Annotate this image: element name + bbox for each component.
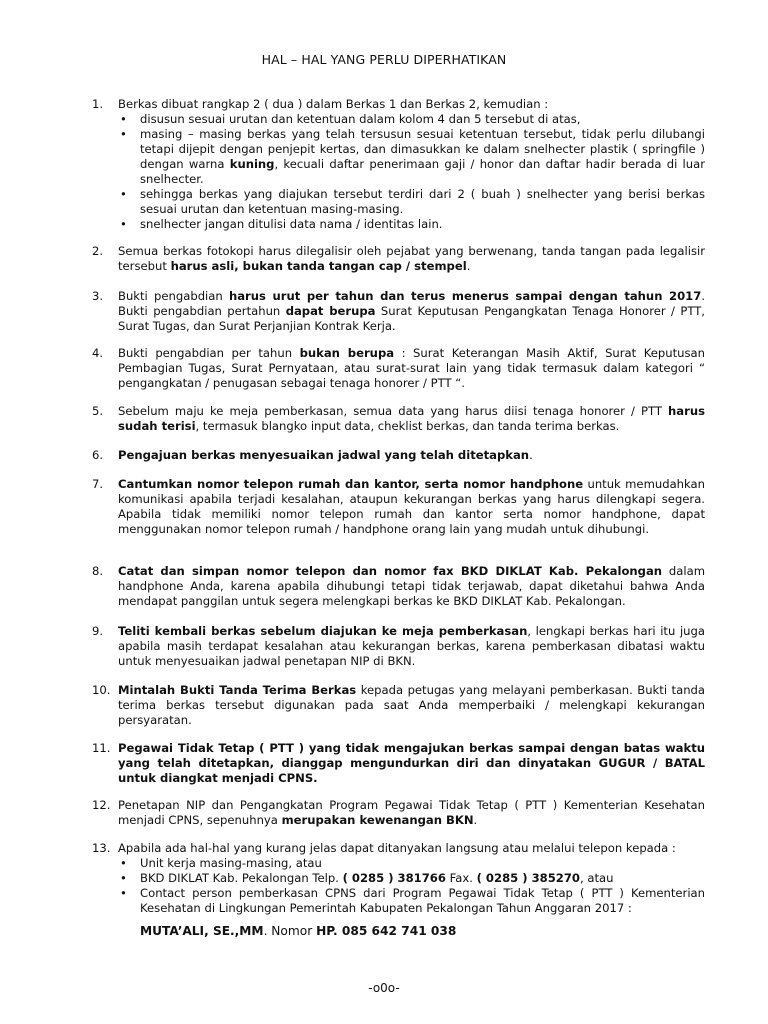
contact-name: MUTA’ALI, SE.,MM xyxy=(140,924,264,938)
sub-bullet: • masing – masing berkas yang telah tersusun sesuai ketentuan tersebut, tidak perlu dilubangi tetapi dijepit dengan penjepit kertas, dan dimasukkan ke dalam snelhecter plastik ( springfile ) dengan warna kuning, kecuali daftar penerimaan gaji / honor dan daftar hadir berada di luar snelhecter. xyxy=(118,127,705,187)
item-number: 1. xyxy=(92,97,104,111)
list-item-4 xyxy=(92,346,705,391)
sub-bullet-list xyxy=(118,112,705,232)
list-item-11 xyxy=(92,741,705,786)
item-number: 4. xyxy=(92,346,104,360)
item-text: Semua berkas fotokopi harus dilegalisir oleh pejabat yang berwenang, tanda tangan pada legalisir tersebut harus asli, bukan tanda tangan cap / stempel. xyxy=(118,244,705,273)
item-text: Cantumkan nomor telepon rumah dan kantor, serta nomor handphone untuk memudahkan komunikasi apabila terjadi kesalahan, ataupun kekurangan berkas yang harus dilengkapi segera. Apabila tidak memiliki nomor telepon rumah dan kantor serta nomor handphone, dapat menggunakan nomor telepon rumah / handphone orang lain yang mudah untuk dihubungi. xyxy=(118,477,705,536)
item-number: 11. xyxy=(92,741,111,755)
sub-bullet: • sehingga berkas yang diajukan tersebut terdiri dari 2 ( buah ) snelhecter yang berisi berkas sesuai urutan dan ketentuan masing-masing. xyxy=(118,187,705,217)
item-text: Pegawai Tidak Tetap ( PTT ) yang tidak mengajukan berkas sampai dengan batas waktu yang telah ditetapkan, dianggap mengundurkan diri dan dinyatakan GUGUR / BATAL untuk diangkat menjadi CPNS. xyxy=(118,741,705,785)
contact-person: MUTA’ALI, SE.,MM. Nomor HP. 085 642 741 038 xyxy=(140,924,457,938)
sub-bullet: • Unit kerja masing-masing, atau xyxy=(118,856,705,871)
fax-number: ( 0285 ) 385270 xyxy=(476,871,580,885)
item-number: 5. xyxy=(92,404,104,418)
sub-bullet: • Contact person pemberkasan CPNS dari Program Pegawai Tidak Tetap ( PTT ) Kementerian Kesehatan di Lingkungan Pemerintah Kabupaten Pekalongan Tahun Anggaran 2017 : xyxy=(118,886,705,916)
list-item-12 xyxy=(92,798,705,828)
item-number: 9. xyxy=(92,624,104,638)
item-text: Mintalah Bukti Tanda Terima Berkas kepada petugas yang melayani pemberkasan. Bukti tanda terima berkas tersebut digunakan pada saat Anda memperbaiki / melengkapi kekurangan persyaratan. xyxy=(118,683,706,727)
item-number: 2. xyxy=(92,244,104,258)
item-text: Bukti pengabdian harus urut per tahun dan terus menerus sampai dengan tahun 2017. Bukti pengabdian pertahun dapat berupa Surat Keputusan Pengangkatan Tenaga Honorer / PTT, Surat Tugas, dan Surat Perjanjian Kontrak Kerja. xyxy=(118,289,705,333)
item-text: Bukti pengabdian per tahun bukan berupa : Surat Keterangan Masih Aktif, Surat Keputusan Pembagian Tugas, Surat Pernyataan, atau surat-surat lain yang tidak termasuk dalam kategori “ pengangkatan / penugasan sebagai tenaga honorer / PTT “. xyxy=(118,346,705,390)
end-marker: -o0o- xyxy=(368,981,400,995)
item-number: 8. xyxy=(92,564,104,578)
list-item-13 xyxy=(92,841,705,939)
item-intro: Apabila ada hal-hal yang kurang jelas dapat ditanyakan langsung atau melalui telepon kepada : xyxy=(118,841,676,855)
item-number: 10. xyxy=(92,683,111,697)
item-intro: Berkas dibuat rangkap 2 ( dua ) dalam Berkas 1 dan Berkas 2, kemudian : xyxy=(118,97,549,111)
page-title: HAL – HAL YANG PERLU DIPERHATIKAN xyxy=(261,52,507,67)
sub-bullet: • BKD DIKLAT Kab. Pekalongan Telp. ( 0285 ) 381766 Fax. ( 0285 ) 385270, atau xyxy=(118,871,705,886)
item-text: Catat dan simpan nomor telepon dan nomor fax BKD DIKLAT Kab. Pekalongan dalam handphone Anda, karena apabila dihubungi tetapi tidak terjawab, dapat diketahui bahwa Anda mendapat panggilan untuk segera melengkapi berkas ke BKD DIKLAT Kab. Pekalongan. xyxy=(118,564,705,608)
list-item-5 xyxy=(92,404,705,434)
item-text: Sebelum maju ke meja pemberkasan, semua data yang harus diisi tenaga honorer / PTT harus sudah terisi, termasuk blangko input data, cheklist berkas, dan tanda terima berkas. xyxy=(118,404,705,433)
contact-phone: HP. 085 642 741 038 xyxy=(316,924,457,938)
list-item-9 xyxy=(92,624,705,669)
sub-bullet: • disusun sesuai urutan dan ketentuan dalam kolom 4 dan 5 tersebut di atas, xyxy=(118,112,705,127)
item-text: Teliti kembali berkas sebelum diajukan ke meja pemberkasan, lengkapi berkas hari itu juga apabila masih terdapat kesalahan atau kekurangan berkas, karena pemberkasan dibatasi waktu untuk menyesuaikan jadwal penetapan NIP di BKN. xyxy=(118,624,705,668)
sub-bullet-list xyxy=(118,856,705,916)
item-number: 12. xyxy=(92,798,111,812)
item-number: 3. xyxy=(92,289,104,303)
item-number: 7. xyxy=(92,477,104,491)
item-text: Pengajuan berkas menyesuaikan jadwal yang telah ditetapkan. xyxy=(118,448,533,462)
item-text: Penetapan NIP dan Pengangkatan Program Pegawai Tidak Tetap ( PTT ) Kementerian Kesehatan menjadi CPNS, sepenuhnya merupakan kewenangan BKN. xyxy=(118,798,705,827)
item-number: 13. xyxy=(92,841,111,855)
sub-bullet: • snelhecter jangan ditulisi data nama / identitas lain. xyxy=(118,217,705,232)
list-item-10 xyxy=(92,683,705,728)
list-item-1 xyxy=(92,97,705,232)
list-item-3 xyxy=(92,289,705,334)
list-item-7 xyxy=(92,477,705,537)
list-item-2 xyxy=(92,244,705,274)
telephone-number: ( 0285 ) 381766 xyxy=(342,871,446,885)
item-number: 6. xyxy=(92,448,104,462)
list-item-6 xyxy=(92,448,705,463)
list-item-8 xyxy=(92,564,705,609)
